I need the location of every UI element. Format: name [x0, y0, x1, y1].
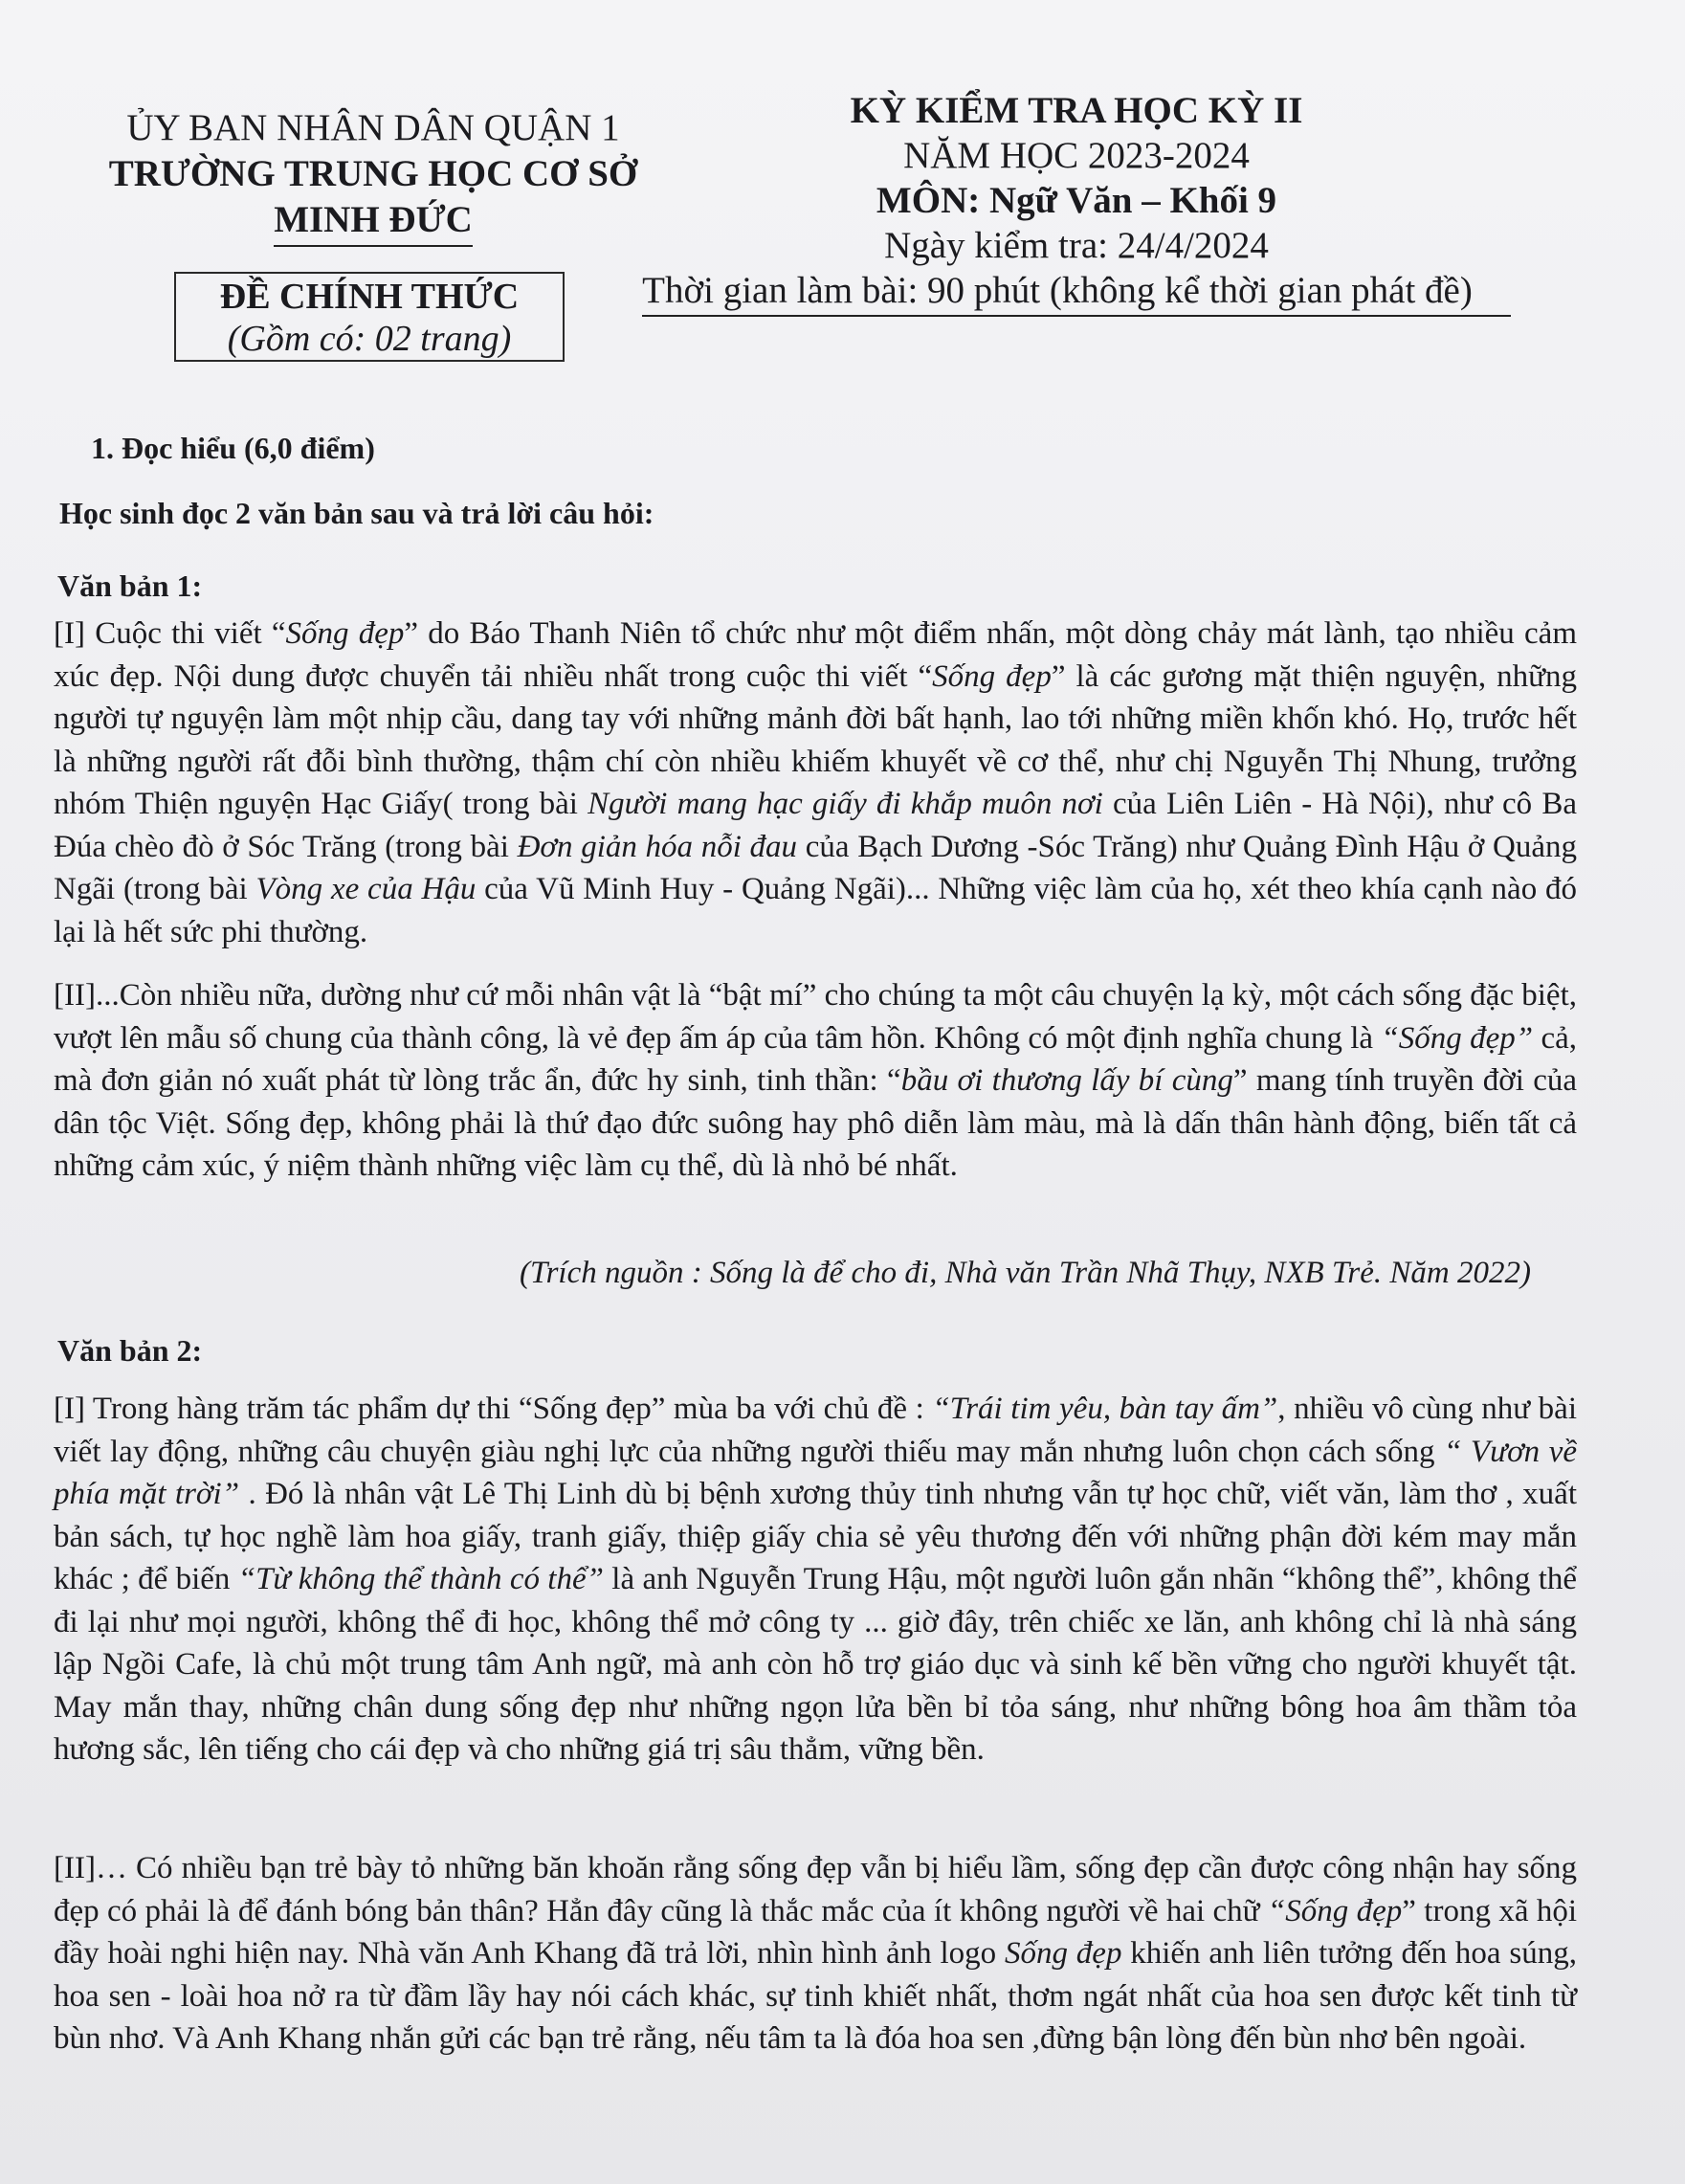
italic-phrase: Đơn giản hóa nỗi đau [517, 829, 798, 864]
italic-phrase: bầu ơi thương lấy bí cùng [900, 1063, 1233, 1098]
text-run: là anh Nguyễn Trung Hậu, một người luôn gắn nhãn “không thể”, không thể đi lại như mọi người, không thể đi học, không thể mở công ty ... giờ đây, trên chiếc xe lăn, anh không chỉ là nhà sáng lập Ngồi Cafe, là chủ một trung tâm Anh ngữ, mà anh còn hỗ trợ giáo dục và sinh kế bền vững cho người khuyết tật. May mắn thay, những chân dung sống đẹp như những ngọn lửa bền bỉ tỏa sáng, như những bông hoa âm thầm tỏa hương sắc, lên tiếng cho cái đẹp và cho những giá trị sâu thẳm, vững bền. [54, 1562, 1578, 1767]
school-name: MINH ĐỨC [274, 197, 473, 247]
text-run: . Đó là nhân vật Lê Thị Linh dù bị bệnh xương thủy tinh nhưng vẫn tự học chữ, viết văn, làm thơ , xuất bản sách, tự học nghề làm hoa giấy, tranh giấy, thiệp giấy chia sẻ yêu thương đến với những phận đời kém may mắn khác ; để biến [54, 1477, 1577, 1596]
official-exam-box [174, 272, 565, 362]
issuer-header [57, 105, 689, 247]
italic-phrase: “Sống đẹp” [1381, 1020, 1534, 1056]
text1-paragraph-1 [54, 613, 1577, 953]
text-run: [I] Trong hàng trăm tác phẩm dự thi “Sống đẹp” mùa ba với chủ đề : [54, 1392, 933, 1426]
text-run: ” do Báo Thanh Niên tổ chức như một điểm nhấn, một dòng chảy mát lành, tạo nhiều cảm xúc đẹp. Nội dung được chuyển tải nhiều nhất trong cuộc thi viết “ [54, 616, 1578, 694]
page-count: (Gồm có: 02 trang) [227, 319, 512, 359]
text1-paragraph-2 [54, 974, 1577, 1188]
text-run: ” mang tính truyền đời của dân tộc Việt. Sống đẹp, không phải là thứ đạo đức suông hay phô diễn làm màu, mà là dấn thân hành động, biến tất cả những cảm xúc, ý niệm thành những việc làm cụ thể, dù là nhỏ bé nhất. [54, 1063, 1577, 1183]
text2-paragraph-1 [54, 1388, 1577, 1772]
italic-phrase: Người mang hạc giấy đi khắp muôn nơi [588, 787, 1103, 821]
italic-phrase: “ Vươn về phía mặt trời” [54, 1434, 1577, 1511]
text-run: của Vũ Minh Huy - Quảng Ngãi)... Những việc làm của họ, xét theo khía cạnh nào đó lại là hết sức phi thường. [54, 872, 1577, 949]
official-label: ĐỀ CHÍNH THỨC [219, 277, 520, 317]
italic-phrase: Vòng xe của Hậu [255, 872, 477, 906]
text-run: [II]...Còn nhiều nữa, dường như cứ mỗi nhân vật là “bật mí” cho chúng ta một câu chuyện lạ kỳ, một cách sống đặc biệt, vượt lên mẫu số chung của thành công, là vẻ đẹp ấm áp của tâm hồn. Không có một định nghĩa chung là [54, 978, 1577, 1056]
italic-phrase: “Sống đẹp [1267, 1893, 1403, 1928]
text1-source: (Trích nguồn : Sống là để cho đi, Nhà văn Trần Nhã Thụy, NXB Trẻ. Năm 2022) [520, 1256, 1531, 1290]
italic-phrase: “Trái tim yêu, bàn tay ấm” [932, 1392, 1278, 1426]
text2-label: Văn bản 2: [57, 1333, 203, 1368]
school-type: TRƯỜNG TRUNG HỌC CƠ SỞ [108, 153, 638, 194]
text-run: ” trong xã hội đầy hoài nghi hiện nay. Nhà văn Anh Khang đã trả lời, nhìn hình ảnh logo [54, 1893, 1578, 1971]
subject: MÔN: Ngữ Văn – Khối 9 [876, 180, 1277, 221]
exam-title: KỲ KIỂM TRA HỌC KỲ II [850, 90, 1303, 131]
italic-phrase: Sống đẹp [932, 658, 1052, 694]
school-year: NĂM HỌC 2023-2024 [903, 135, 1250, 176]
text-run: cả, mà đơn giản nó xuất phát từ lòng trắc ẩn, đức hy sinh, tinh thần: “ [54, 1020, 1577, 1098]
text-run: của Bạch Dương -Sóc Trăng) như Quảng Đình Hậu ở Quảng Ngãi (trong bài [54, 829, 1577, 906]
text-run: của Liên Liên - Hà Nội), như cô Ba Đúa chèo đò ở Sóc Trăng (trong bài [54, 787, 1577, 864]
text-run: , nhiều vô cùng như bài viết lay động, những câu chuyện giàu nghị lực của những người thiếu may mắn nhưng luôn chọn cách sống [54, 1392, 1577, 1469]
exam-header [632, 88, 1521, 317]
italic-phrase: “Từ không thể thành có thể” [237, 1562, 604, 1596]
text-run: ” là các gương mặt thiện nguyện, những người tự nguyện làm một nhịp cầu, dang tay với những mảnh đời bất hạnh, lao tới những miền khốn khó. Họ, trước hết là những người rất đỗi bình thường, thậm chí còn nhiều khiếm khuyết về cơ thể, như chị Nguyễn Thị Nhung, trưởng nhóm Thiện nguyện Hạc Giấy( trong bài [54, 658, 1577, 821]
text-run: [II]… Có nhiều bạn trẻ bày tỏ những băn khoăn rằng sống đẹp vẫn bị hiểu lầm, sống đẹp cần được công nhận hay sống đẹp có phải là để đánh bóng bản thân? Hẳn đây cũng là thắc mắc của ít không người về hai chữ [54, 1851, 1577, 1928]
italic-phrase: Sống đẹp [285, 616, 405, 651]
district-committee: ỦY BAN NHÂN DÂN QUẬN 1 [126, 107, 620, 148]
exam-duration: Thời gian làm bài: 90 phút (không kể thời gian phát đề) [642, 268, 1511, 317]
text-run: [I] Cuộc thi viết “ [54, 616, 286, 651]
text-run: khiến anh liên tưởng đến hoa súng, hoa sen - loài hoa nở ra từ đầm lầy hay nói cách khác, sự tinh khiết nhất, thơm ngát nhất của hoa sen được kết tinh từ bùn nhơ. Và Anh Khang nhắn gửi các bạn trẻ rằng, nếu tâm ta là đóa hoa sen ,đừng bận lòng đến bùn nhơ bên ngoài. [54, 1936, 1577, 2056]
exam-date: Ngày kiểm tra: 24/4/2024 [884, 225, 1269, 266]
text1-label: Văn bản 1: [57, 568, 203, 603]
section-title: 1. Đọc hiểu (6,0 điểm) [91, 431, 375, 465]
instruction: Học sinh đọc 2 văn bản sau và trả lời câu hỏi: [59, 496, 654, 530]
text2-paragraph-2 [54, 1847, 1577, 2061]
italic-phrase: Sống đẹp [1004, 1936, 1122, 1971]
